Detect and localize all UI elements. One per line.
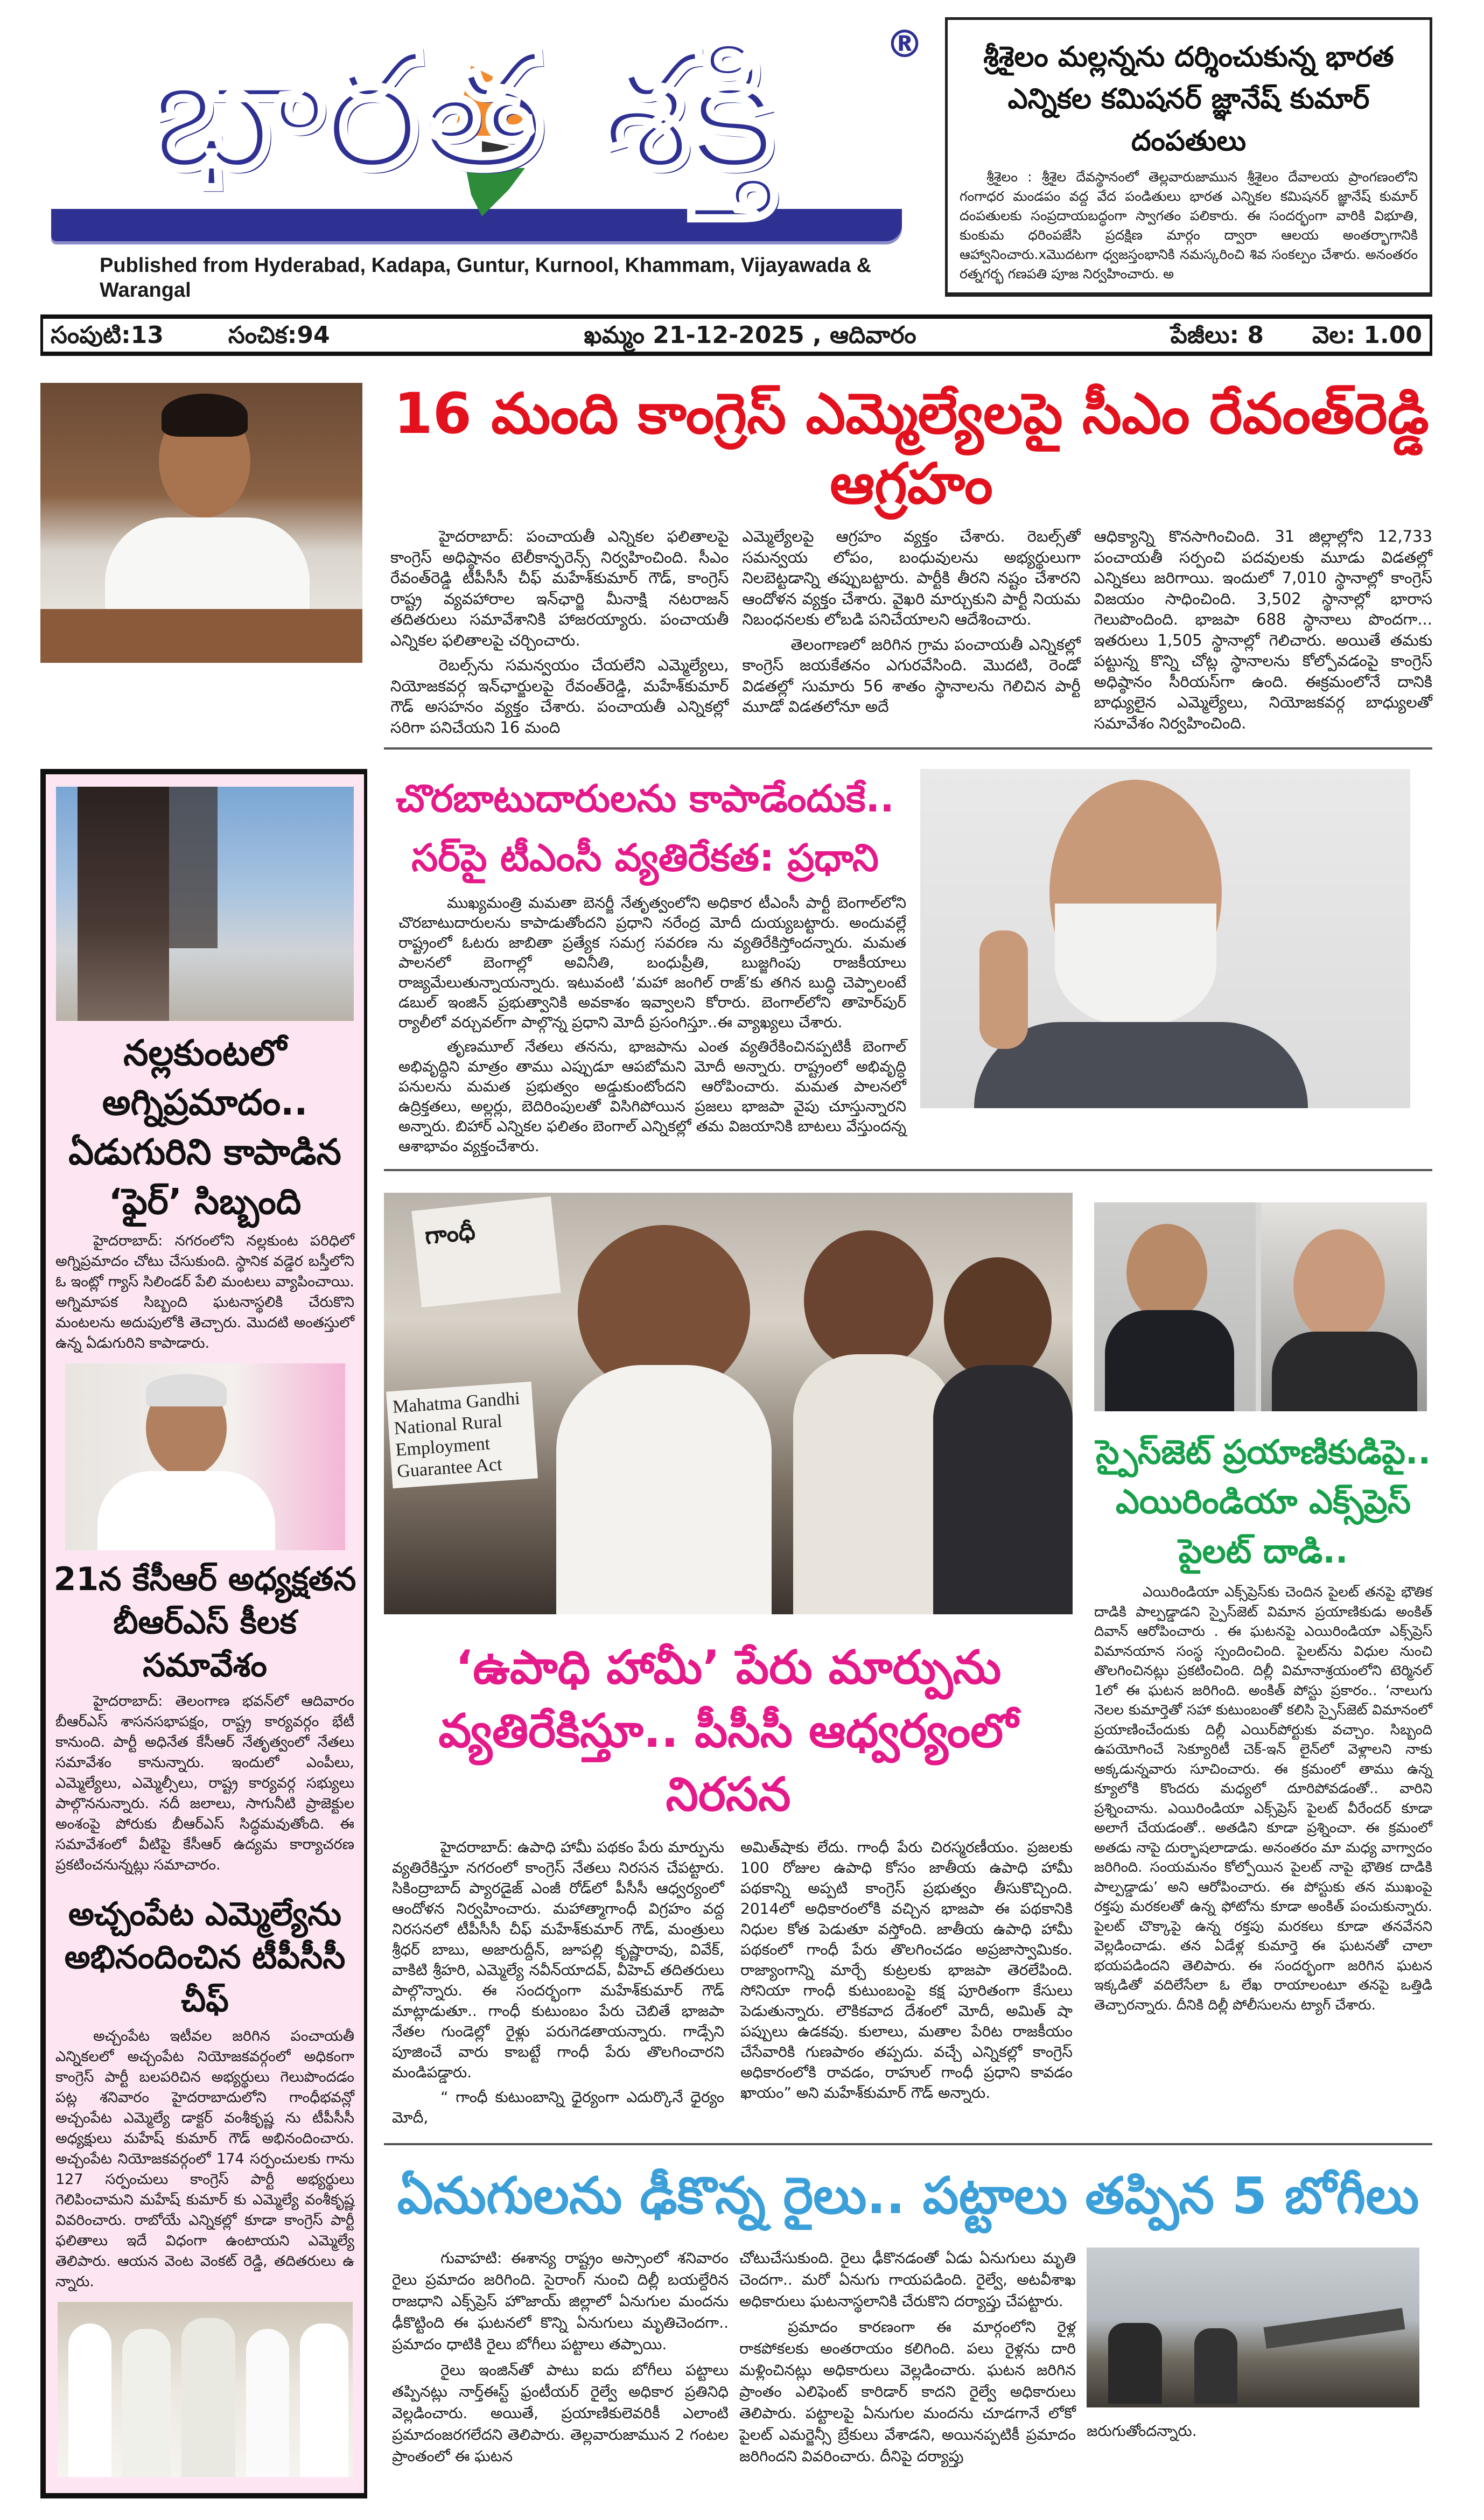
train-accident-photo [1087, 2248, 1419, 2407]
modi-headline-line-2: సర్‌పై టీఎంసీ వ్యతిరేకత: ప్రధాని [411, 836, 879, 880]
achampet-headline: అచ్చంపేట ఎమ్మెల్యేను అభినందించిన టీపీసీసీ చీఫ్ [64, 1895, 346, 2019]
elephant-paragraph: చోటుచేసుకుంది. రైలు ఢీకొనడంతో ఏడు ఏనుగులు మృతి చెందగా.. మరో ఏనుగు గాయపడింది. రైల్వే, అటవీశాఖ అధికారులు ఘటనాస్థలానికి చేరుకొని దర్యాప్తు చేపట్టారు. [739, 2249, 1076, 2310]
divider [384, 747, 1432, 750]
protest-photo [384, 1193, 1073, 1614]
kcr-photo [65, 1363, 345, 1550]
modi-paragraph: ముఖ్యమంత్రి మమతా బెనర్జీ నేతృత్వంలోని అధికార టీఎంసీ పార్టీ బెంగాల్‌లోని చొరబాటుదారులను కాపాడుతోందని ప్రధాని నరేంద్ర మోదీ దుయ్యబట్టారు. అందువల్లే రాష్ట్రంలో ఓటరు జాబితా ప్రత్యేక సమగ్ర సవరణ ను వ్యతిరేకిస్తోందన్నారు. మమత పాలనలో బెంగాల్లో అవినీతి, బంధుప్రీతి, బుజ్జగింపు రాజకీయాలు రాజ్యమేలుతున్నాయన్నారు. ఇటువంటి ‘మహా జంగిల్ రాజ్’కు తగిన బుద్ధి చెప్పాలంటే డబుల్ ఇంజిన్ ప్రభుత్వానికి అవకాశం ఇవ్వాలని కోరారు. బెంగాల్‌లోని తాహెర్‌పుర్ ర్యాలీలో వర్చువల్‌గా పాల్గొన్న ప్రధాని మోదీ ప్రసంగిస్తూ..ఈ వ్యాఖ్యలు చేశారు. [398, 894, 906, 1031]
spicejet-body [1094, 1583, 1432, 2015]
lead-paragraph: ఎమ్మెల్యేలపై ఆగ్రహం వ్యక్తం చేశారు. రెబల్స్‌తో సమన్వయ లోపం, బంధువులను అభ్యర్థులుగా నిలబెట్టడాన్ని తప్పుబట్టారు. పార్టీకి తీరని నష్టం చేశారని ఆందోళన వ్యక్తం చేశారు. వైఖరి మార్చుకుని పార్టీ నియమ నిబంధనలకు లోబడి పనిచేయాలని ఆదేశించారు. [742, 527, 1081, 628]
main-column [384, 769, 1432, 2498]
middle-stories [384, 1193, 1432, 2132]
elephant-headline: ఏనుగులను ఢీకొన్న రైలు.. పట్టాలు తప్పిన 5 బోగీలు [397, 2167, 1419, 2225]
modi-headline-line-1: చొరబాటుదారులను కాపాడేందుకే.. [396, 776, 894, 821]
spicejet-story [1094, 1193, 1432, 2132]
fire-accident-photo [56, 787, 354, 1021]
edition-info-bar [40, 314, 1432, 356]
elephant-paragraph: రైలు ఇంజిన్‌తో పాటు ఐదు బోగీలు పట్టాలు తప్పినట్లు నార్త్‌ఈస్ట్ ఫ్రంటీయర్ రైల్వే అధికార ప్రతినిధి వెల్లడించారు. అయితే, ప్రయాణికులెవరికీ ఎలాంటి ప్రమాదంజరగలేదని తెలిపారు. తెల్లవారుజామున 2 గంటల ప్రాంతంలో ఈ ఘటన [392, 2361, 729, 2465]
divider [384, 2143, 1432, 2145]
lead-paragraph: తెలంగాణలో జరిగిన గ్రామ పంచాయతీ ఎన్నికల్లో కాంగ్రెస్ జయకేతనం ఎగురవేసింది. మొదటి, రెండో విడతల్లో సుమారు 56 శాతం స్థానాలను గెలిచిన పార్టీ మూడో విడతలోనూ అదే [742, 635, 1081, 716]
elephant-photo-column [1087, 2248, 1432, 2472]
upadhi-paragraph: హైదరాబాద్: ఉపాధి హామీ పథకం పేరు మార్పును వ్యతిరేకిస్తూ నగరంలో కాంగ్రెస్ నేతలు నిరసన చేపట్టారు. సికింద్రాబాద్ ప్యారడైజ్ ఎంజీ రోడ్‌లో పీసీసీ ఆధ్వర్యంలో ఆందోళన నిర్వహించారు. మహాత్మాగాంధీ విగ్రహం వద్ద నిరసనలో టీపీసీసీ చీఫ్ మహేశ్‌కుమార్ గౌడ్, మంత్రులు శ్రీధర్ బాబు, అజారుద్దీన్, జూపల్లి కృష్ణారావు, వివేక్, వాకిటి శ్రీహరి, ఎమ్మెల్యే నవీన్‌యాదవ్, వీహెచ్ తదితరులు పాల్గొన్నారు. ఈ సందర్భంగా మహేశ్‌కుమార్ గౌడ్ మాట్లాడుతూ.. గాంధీ కుటుంబం పేరు చెబితే భాజపా నేతల గుండెల్లో రైళ్లు పరుగెడతాయన్నారు. గాడ్సేని పూజించే వారు కాబట్టే గాంధీ పేరు తొలగించారని మండిపడ్డారు. [392, 1838, 724, 2081]
kcr-body [55, 1691, 354, 1875]
spicejet-headline: స్పైస్‌జెట్ ప్రయాణికుడిపై.. ఎయిరిండియా ఎక్స్‌ప్రెస్ పైలట్ దాడి.. [1095, 1432, 1431, 1571]
upadhi-story [384, 1193, 1073, 2132]
modi-photo [920, 769, 1410, 1108]
upadhi-column-1 [392, 1837, 724, 2132]
elephant-paragraph: ప్రమాదం కారణంగా ఈ మార్గంలోని రైళ్ల రాకపోకలకు అంతరాయం కలిగింది. పలు రైళ్లను దారి మళ్లించినట్లు అధికారులు వెల్లడించారు. ఘటన జరిగిన ప్రాంతం ఎలిఫెంట్ కారిడార్ కాదని రైల్వే అధికారులు తెలిపారు. పట్టాలపై ఏనుగుల మందను చూడగానే లోకో పైలట్ ఎమర్జెన్సీ బ్రేకులు వేశాడని, అయినప్పటికీ ప్రమాదం జరిగిందని వివరించారు. దీనిపై దర్యాప్తు [739, 2318, 1076, 2465]
price: వెల: 1.00 [1312, 321, 1422, 349]
modi-headline [384, 769, 906, 887]
lead-column-2 [742, 526, 1080, 742]
lead-text-block [390, 379, 1432, 742]
registered-mark: ® [886, 22, 923, 66]
top-box-body: శ్రీశైలం : శ్రీశైల దేవస్థానంలో తెల్లవారుజామున శ్రీశైలం దేవాలయ ప్రాంగణంలోని గంగాధర మండపం వద్ద వేద పండితులు భారత ఎన్నికల కమిషనర్ జ్ఞానేష్ కుమార్ దంపతులకు సంప్రదాయబద్ధంగా స్వాగతం పలికారు. ఈ సందర్భంగా వారికి విభూతి, కుంకుమ ధరింపజేసి ప్రదక్షిణ మార్గం ద్వారా ఆలయ అంతర్భాగానికి ఆహ్వానించారు.xమొదటగా ధ్వజస్తంభానికి నమస్కరించి శివ సంకల్పం చేశారు. అనంతరం రత్నగర్భ గణపతి పూజ నిర్వహించారు. అ [960, 169, 1418, 282]
upadhi-headline [384, 1636, 1073, 1826]
spicejet-photo [1094, 1202, 1427, 1411]
spicejet-paragraph: ఎయిరిండియా ఎక్స్‌ప్రెస్‌కు చెందిన పైలట్ తనపై భౌతిక దాడికి పాల్పడ్డాడని స్పైస్‌జెట్ విమాన ప్రయాణికుడు అంకిత్ దివాన్ ఆరోపించారు . ఈ ఘటనపై ఎయిరిండియా ఎక్స్‌ప్రెస్ విమానయాన సంస్థ స్పందించింది. పైలట్‌ను విధుల నుంచి తొలగించినట్లు ప్రకటించింది. దిల్లీ విమానాశ్రయంలోని టెర్మినల్ 1లో ఈ ఘటన జరిగింది. అంకిత్ పోస్టు ప్రకారం.. ‘నాలుగు నెలల కుమార్తెతో సహా కుటుంబంతో కలిసి స్పైస్‌జెట్ విమానంలో ప్రయాణించేందుకు దిల్లీ ఎయిర్‌పోర్టుకు వచ్చాం. సిబ్బంది ఉపయోగించే సెక్యూరిటీ చెక్-ఇన్ లైన్‌లో వెళ్లాలని నాకు అక్కడున్నవారు సూచించారు. ఈ క్రమంలో తాము ఉన్న క్యూలోకి కొందరు మధ్యలో దూరిపోవడంతో.. వారిని ప్రశ్నించాను. ఎయిరిండియా ఎక్స్‌ప్రెస్ పైలట్ వీరేందర్ కూడా అలాగే చేయడంతో.. అతడిని కూడా ప్రశ్నించా. ఈ క్రమంలో అతడు నాపై దుర్భాషలాడాడు. అనంతరం మా మధ్య వాగ్వాదం జరిగింది. సంయమనం కోల్పోయిన పైలట్ నాపై భౌతిక దాడికి పాల్పడ్డాడు’ అని ఆరోపించారు. ఈ పోస్టుకు తన ముఖంపై రక్తపు మరకలతో ఉన్న ఫోటోను కూడా అంకిత్ పంచుకున్నారు. పైలట్ చొక్కాపై ఉన్న రక్తపు మరకలు కూడా తనవేనని వెల్లడించాడు. తన ఏడేళ్ల కుమార్తె ఈ ఘటనతో చాలా భయపడిందని తెలిపారు. ఈ సందర్భంగా జరిగిన ఘటన ఇక్కడితో వదిలేసేలా ఓ లేఖ రాయాలంటూ తనపై ఒత్తిడి తెచ్చారన్నారు. దీనికి దిల్లీ పోలీసులను ట్యాగ్ చేశారు. [1094, 1584, 1432, 2013]
modi-body [384, 893, 906, 1156]
masthead-logo [40, 17, 923, 249]
lead-paragraph: రెబల్స్‌ను సమన్వయం చేయలేని ఎమ్మెల్యేలు, నియోజకవర్గ ఇన్‌ఛార్జులపై రేవంత్‌రెడ్డి, మహేశ్‌కుమార్ గౌడ్ అసహనం వ్యక్తం చేశారు. పంచాయతీ ఎన్నికల్లో సరిగా పనిచేయని 16 మంది [390, 656, 729, 737]
elephant-paragraph: జరుగుతోందన్నారు. [1087, 2422, 1197, 2440]
elephant-story [384, 2248, 1432, 2472]
fire-body [55, 1231, 354, 1354]
top-right-news-box [945, 17, 1432, 297]
elephant-column-1 [384, 2248, 729, 2472]
lead-story [40, 379, 1432, 742]
logo-wordmark: భారత శక్తి [151, 17, 775, 205]
fire-paragraph: హైదరాబాద్: నగరంలోని నల్లకుంట పరిధిలో అగ్నిప్రమాదం చోటు చేసుకుంది. స్థానిక వడ్డెర బస్తీలోని ఓ ఇంట్లో గ్యాస్ సిలిండర్ పేలి మంటలు వ్యాపించాయి. అగ్నిమాపక సిబ్బంది ఘటనాస్థలికి చేరుకొని మంటలను అదుపులోకి తెచ్చారు. మొదటి అంతస్తులో ఉన్న ఏడుగురిని కాపాడారు. [55, 1233, 354, 1352]
edition-price-pages [1171, 320, 1422, 351]
fire-headline: నల్లకుంటలో అగ్నిప్రమాదం.. ఏడుగురిని కాపాడిన ‘ఫైర్’ సిబ్బంది [68, 1032, 341, 1222]
revanth-reddy-photo [40, 383, 362, 663]
upadhi-headline-line-2: వ్యతిరేకిస్తూ.. పీసీసీ ఆధ్వర్యంలో నిరసన [438, 1704, 1018, 1822]
lower-region [40, 769, 1432, 2498]
issue: సంచిక:94 [228, 321, 330, 349]
elephant-column-2 [739, 2248, 1076, 2472]
published-from: Published from Hyderabad, Kadapa, Guntur, Kurnool, Khammam, Vijayawada & Warangal [100, 254, 872, 302]
modi-text-block [384, 769, 906, 1160]
kcr-headline: 21న కేసీఆర్ అధ్యక్షతన బీఆర్‌ఎస్ కీలక సమావేశం [53, 1560, 356, 1684]
lead-paragraph: ఆధిక్యాన్ని కొనసాగించింది. 31 జిల్లాల్లోని 12,733 పంచాయతీ సర్పంచి పదవులకు మూడు విడతల్లో ఎన్నికలు జరిగాయి. ఇందులో 7,010 స్థానాల్లో కాంగ్రెస్ విజయం సాధించింది. 3,502 స్థానాల్లో భారాస గెలుపొందింది. భాజపా 688 స్థానాలు పొందగా... ఇతరులు 1,505 స్థానాల్లో గెలిచారు. అయితే తమకు పట్టున్న కొన్ని చోట్ల స్థానాలను కోల్పోవడంపై కాంగ్రెస్ అధిష్ఠానం సీరియస్‌గా ఉంది. ఈక్రమంలోనే దానికి బాధ్యులైన ఎమ్మెల్యేలు, నియోజకవర్గ బాధ్యులతో సమావేశం నిర్వహించింది. [1094, 527, 1432, 732]
left-sidebar [40, 769, 367, 2498]
achampet-paragraph: అచ్చంపేట ఇటీవల జరిగిన పంచాయతీ ఎన్నికలలో అచ్చంపేట నియోజకవర్గంలో అధికంగా కాంగ్రెస్ పార్టీ బలపరిచిన అభ్యర్థులు గెలుపొందడం పట్ల శనివారం హైదరాబాదులోని గాంధీభవన్లో అచ్చంపేట ఎమ్మెల్యే డాక్టర్ వంశీకృష్ణ ను టీపీసీసీ అధ్యక్షులు మహేష్ కుమార్ గౌడ్ అభినందించారు. అచ్చంపేట నియోజకవర్గంలో 174 సర్పంచులకు గాను 127 సర్పంచులు కాంగ్రెస్ పార్టీ అభ్యర్థులు గెలిపించామని మహేష్ కుమార్ కు ఎమ్మెల్యే వంశీకృష్ణ వివరించారు. రాబోయే ఎన్నికల్లో కూడా కాంగ్రెస్ పార్టీ ఫలితాలు ఇదే విధంగా ఉంటాయని ఎమ్మెల్యే తెలిపారు. ఆయన వెంట వెంకట్ రెడ్డి, తదితరులు ఉ న్నారు. [55, 2028, 354, 2290]
upadhi-headline-line-1: ‘ఉపాధి హామీ’ పేరు మార్పును [455, 1641, 1002, 1695]
edition-numbers [51, 320, 330, 351]
lead-columns [390, 526, 1432, 742]
lead-column-1 [390, 526, 729, 742]
upadhi-paragraph: అమిత్‌షాకు లేదు. గాంధీ పేరు చిరస్మరణీయం. ప్రజలకు 100 రోజుల ఉపాధి కోసం జాతీయ ఉపాధి హామీ పథకాన్ని అప్పటి కాంగ్రెస్ ప్రభుత్వం తీసుకొచ్చింది. 2014లో అధికారంలోకి వచ్చిన భాజపా ఈ పథకానికి నిధుల కోత పెడుతూ వస్తోంది. జాతీయ ఉపాధి హామీ పథకంలో గాంధీ పేరు తొలగించడం అప్రజాస్వామికం. రాజ్యాంగాన్ని మార్చే కుట్రలకు భాజపా తెరలేపింది. సోనియా గాంధీ కుటుంబంపై కక్ష పూరితంగా కేసులు పెడుతున్నారు. లౌకికవాద దేశంలో మోదీ, అమిత్ షా పప్పులు ఉడకవు. కులాలు, మతాల పేరిట రాజకీయం చేసేవారికి గుణపాఠం తప్పదు. వచ్చే ఎన్నికల్లో కాంగ్రెస్ అధికారంలోకి రావడం, రాహుల్ గాంధీ ప్రధాని కావడం ఖాయం” అని మహేశ్‌కుమార్ గౌడ్ అన్నారు. [740, 1838, 1073, 2102]
achampet-group-photo [58, 2302, 353, 2477]
lead-headline: 16 మంది కాంగ్రెస్ ఎమ్మెల్యేలపై సీఎం రేవంత్‌రెడ్డి ఆగ్రహం [394, 381, 1429, 516]
volume: సంపుటి:13 [51, 321, 164, 349]
elephant-paragraph: గువాహటి: ఈశాన్య రాష్ట్రం అస్సాంలో శనివారం రైలు ప్రమాదం జరిగింది. సైరాంగ్ నుంచి దిల్లీ బయల్దేరిన రాజధాని ఎక్స్‌ప్రెస్ హొజాయ్ జిల్లాలో ఏనుగుల మందను ఢీకొట్టింది ఈ ఘటనలో కొన్ని ఏనుగులు మృతిచెందగా.. ప్రమాదం ధాటికి రైలు బోగీలు పట్టాలు తప్పాయి. [392, 2249, 729, 2353]
banner: గాంధీ [411, 1196, 561, 1307]
lead-paragraph: హైదరాబాద్: పంచాయతీ ఎన్నికల ఫలితాలపై కాంగ్రెస్ అధిష్ఠానం టెలీకాన్ఫరెన్స్ నిర్వహించింది. సీఎం రేవంత్‌రెడ్డి టీపీసీసీ చీఫ్ మహేశ్‌కుమార్ గౌడ్, కాంగ్రెస్ రాష్ట్ర వ్యవహారాల ఇన్‌ఛార్జి మీనాక్షి నటరాజన్ తదితరులు సమావేశానికి హాజరయ్యారు. పంచాయతీ ఎన్నికల ఫలితాలపై చర్చించారు. [390, 527, 729, 649]
upadhi-paragraph: “ గాంధీ కుటుంబాన్ని ధైర్యంగా ఎదుర్కొనే ధైర్యం మోదీ, [392, 2088, 724, 2126]
lead-column-3 [1094, 526, 1432, 742]
protest-placard: Mahatma Gandhi National Rural Employment Guarantee Act [386, 1382, 538, 1488]
top-box-headline: శ్రీశైలం మల్లన్నను దర్శించుకున్న భారత ఎన్నికల కమిషనర్ జ్ఞానేష్ కుమార్ దంపతులు [983, 41, 1394, 157]
header [40, 17, 1432, 303]
dateline: ఖమ్మం 21-12-2025 , ఆదివారం [584, 321, 916, 349]
divider [384, 1169, 1432, 1171]
modi-story [384, 769, 1432, 1160]
kcr-paragraph: హైదరాబాద్: తెలంగాణ భవన్‌లో ఆదివారం బీఆర్ఎస్ శాసనసభాపక్షం, రాష్ట్ర కార్యవర్గం భేటీ కానుంది. పార్టీ అధినేత కేసీఆర్ నేతృత్వంలో నేతలు సమావేశం కానున్నారు. ఇందులో ఎంపీలు, ఎమ్మెల్యేలు, ఎమ్మెల్సీలు, రాష్ట్ర కార్యవర్గ సభ్యులు పాల్గొననున్నారు. నదీ జలాలు, సాగునీటి ప్రాజెక్టుల అంశంపై పోరుకు బీఆర్ఎస్ సిద్ధమవుతోంది. ఈ సమావేశంలో వీటిపై కేసీఆర్ ఉద్యమ కార్యాచరణ ప్రకటించనున్నట్లు సమాచారం. [55, 1693, 354, 1873]
upadhi-columns [384, 1837, 1073, 2132]
page-count: పేజీలు: 8 [1170, 321, 1264, 349]
upadhi-column-2 [740, 1837, 1073, 2132]
masthead [40, 17, 929, 303]
modi-paragraph: తృణమూల్ నేతలు తనను, భాజపాను ఎంత వ్యతిరేకించినప్పటికీ బెంగాల్ అభివృద్ధిని మాత్రం తాము ఎప్పుడూ ఆపబోమని మోదీ అన్నారు. రాష్ట్రంలో అభివృద్ధి పనులను మమత ప్రభుత్వం అడ్డుకుంటోందని ఆరోపించారు. మమత పాలనలో ఉద్రిక్తతలు, అల్లర్లు, బెదిరింపులతో విసిగిపోయిన ప్రజలు భాజపా వైపు చూస్తున్నారని అన్నారు. బిహార్ ఎన్నికల ఫలితం బెంగాల్ ఎన్నికల్లో తమ విజయానికి బాటలు వేస్తుందన్న ఆశాభావం వ్యక్తంచేశారు. [398, 1038, 906, 1155]
achampet-body [55, 2026, 354, 2292]
elephant-column-3 [1087, 2420, 1432, 2442]
